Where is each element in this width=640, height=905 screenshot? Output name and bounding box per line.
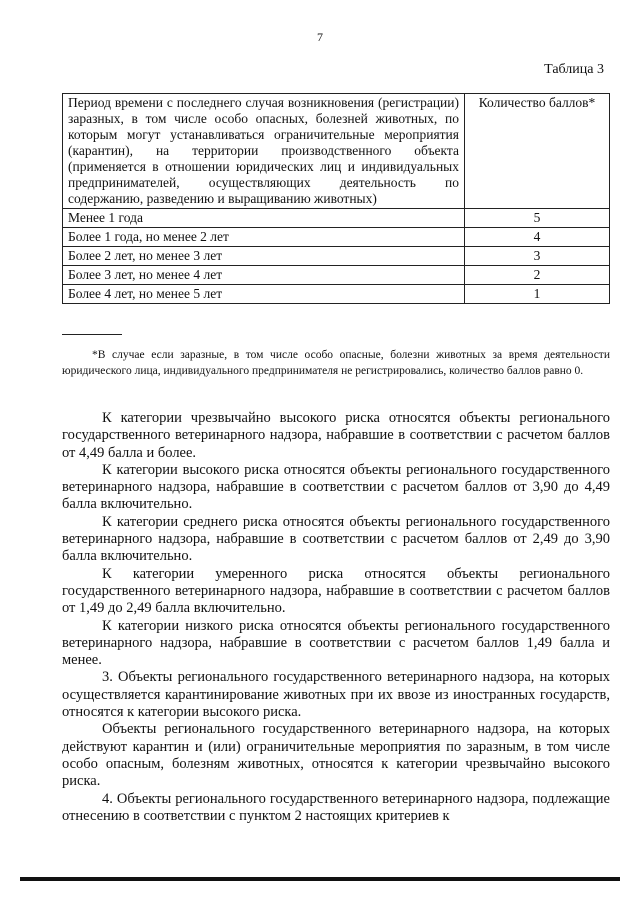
paragraph: К категории низкого риска относятся объекты регионального государственного ветеринарного надзора, набравшие в соответствии с расчетом баллов 1,49 балла и менее. (62, 617, 610, 669)
paragraph: К категории чрезвычайно высокого риска относятся объекты регионального государственного ветеринарного надзора, набравшие в соответствии с расчетом баллов от 4,49 балла и более. (62, 410, 610, 461)
table-row (63, 228, 610, 247)
row-period: Более 3 лет, но менее 4 лет (63, 266, 465, 285)
paragraph: К категории умеренного риска относятся объекты регионального государственного ветеринарного надзора, набравшие в соответствии с расчетом баллов от 1,49 до 2,49 балла включительно. (62, 565, 610, 617)
body-text (62, 410, 610, 825)
paragraph: К категории высокого риска относятся объекты регионального государственного ветеринарного надзора, набравшие в соответствии с расчетом баллов от 3,90 до 4,49 балла включительно. (62, 461, 610, 513)
table-row (63, 266, 610, 285)
header-period: Период времени с последнего случая возникновения (регистрации) заразных, в том числе особо опасных, болезней животных, по которым могут устанавливаться ограничительные мероприятия (карантин), на территории производственного объекта (применяется в отношении юридических лиц и индивидуальных предпринимателей, осуществляющих деятельность по содержанию, разведению и выращиванию животных) (63, 94, 465, 209)
row-period: Более 2 лет, но менее 3 лет (63, 247, 465, 266)
row-score: 5 (465, 209, 610, 228)
row-period: Менее 1 года (63, 209, 465, 228)
row-score: 2 (465, 266, 610, 285)
footnote-text: *В случае если заразные, в том числе особо опасные, болезни животных за время деятельности юридического лица, индивидуального предпринимателя не регистрировались, количество баллов равно 0. (62, 349, 610, 377)
paragraph: Объекты регионального государственного ветеринарного надзора, на которых действуют карантин и (или) ограничительные мероприятия по заразным, в том числе особо опасным, болезням животных, относятся к категории чрезвычайно высокого риска. (62, 721, 610, 790)
row-period: Более 4 лет, но менее 5 лет (63, 285, 465, 304)
table-row (63, 247, 610, 266)
paragraph: К категории среднего риска относятся объекты регионального государственного ветеринарного надзора, набравшие в соответствии с расчетом баллов от 2,49 до 3,90 балла включительно. (62, 513, 610, 565)
table-row (63, 209, 610, 228)
paragraph: 4. Объекты регионального государственного ветеринарного надзора, подлежащие отнесению в соответствии с пунктом 2 настоящих критериев к (62, 790, 610, 824)
table-caption: Таблица 3 (544, 62, 604, 77)
paragraph: 3. Объекты регионального государственного ветеринарного надзора, на которых осуществляется карантинирование животных при их ввозе из иностранных государств, относятся к категории высокого риска. (62, 669, 610, 721)
scan-bottom-edge (20, 877, 620, 881)
row-score: 1 (465, 285, 610, 304)
footnote (62, 347, 610, 379)
row-score: 3 (465, 247, 610, 266)
table-row (63, 285, 610, 304)
header-score: Количество баллов* (465, 94, 610, 209)
row-score: 4 (465, 228, 610, 247)
row-period: Более 1 года, но менее 2 лет (63, 228, 465, 247)
table-header-row (63, 94, 610, 209)
page-number: 7 (317, 30, 323, 44)
score-table (62, 93, 610, 304)
footnote-divider (62, 334, 122, 335)
